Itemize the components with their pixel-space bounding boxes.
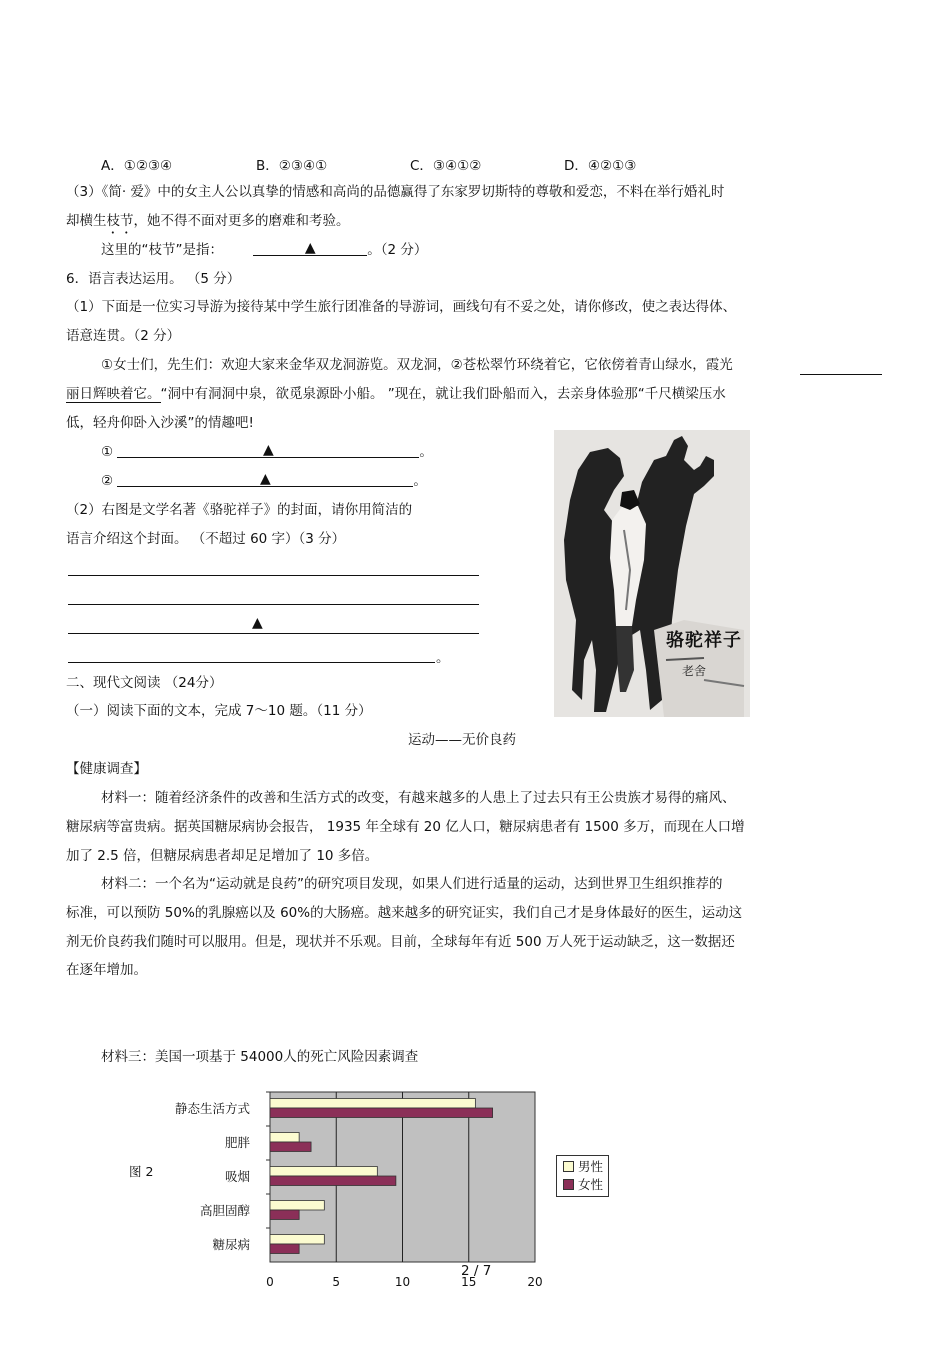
x-tick-label: 5	[332, 1275, 341, 1289]
x-tick-label: 10	[394, 1275, 411, 1289]
cover-title: 骆驼祥子	[666, 630, 742, 651]
x-tick-label: 15	[461, 1275, 477, 1289]
q6-p2-line1: （2）右图是文学名著《骆驼祥子》的封面，请你用简洁的	[66, 502, 413, 518]
material2-line4: 在逐年增加。	[66, 962, 147, 978]
x-tick-label: 0	[266, 1275, 274, 1289]
answer-blank-2[interactable]	[117, 472, 413, 487]
health-survey-tag: 【健康调查】	[66, 761, 147, 777]
section2-title: 二、现代文阅读 （24分）	[66, 675, 223, 691]
q6-title: 6．语言表达运用。 （5 分）	[66, 271, 241, 287]
q3-emphasis-term: 枝节	[106, 213, 134, 229]
category-label: 糖尿病	[212, 1237, 250, 1252]
material2-line2: 标准，可以预防 50%的乳腺癌以及 60%的大肠癌。越来越多的研究证实，我们自己才是身体最好的医生，运动这	[66, 905, 743, 921]
guide-line2-rest: “洞中有洞洞中泉，欲觅泉源卧小船。 ”现在，就让我们卧船而入，去亲身体验那“千尺横梁压水	[160, 386, 726, 402]
category-label: 静态生活方式	[174, 1101, 250, 1116]
camel-silhouette-illustration	[554, 430, 750, 717]
q6-p1-line1: （1）下面是一位实习导游为接待某中学生旅行团准备的导游词，画线句有不妥之处，请你修改，使之表达得体、	[66, 299, 737, 315]
bar-female	[270, 1142, 311, 1152]
x-tick-label: 20	[527, 1275, 543, 1289]
answer-triangle-icon: ▲	[260, 471, 271, 487]
q3-suffix: 。（2 分）	[367, 242, 428, 258]
answer-triangle-icon: ▲	[263, 442, 274, 458]
bar-male	[270, 1167, 377, 1177]
bar-male	[270, 1201, 324, 1211]
q3-line2-c: ，她不得不面对更多的磨难和考验。	[133, 213, 350, 229]
material1-line2: 糖尿病等富贵病。据英国糖尿病协会报告， 1935 年全球有 20 亿人口，糖尿病患者有 1500 多万，而现在人口增	[66, 819, 745, 835]
bar-male	[270, 1099, 475, 1109]
chart-legend	[556, 1155, 609, 1197]
legend-item-male	[563, 1159, 603, 1175]
end-mark-1: 。	[419, 444, 433, 460]
material1-line3: 加了 2.5 倍，但糖尿病患者却足足增加了 10 多倍。	[66, 848, 379, 864]
legend-label-female: 女性	[578, 1177, 604, 1192]
answer-label-2: ②	[101, 473, 114, 489]
bar-male	[270, 1235, 324, 1245]
legend-label-male: 男性	[578, 1159, 604, 1174]
answer-triangle-icon: ▲	[252, 615, 263, 631]
end-mark-3: 。	[436, 650, 450, 666]
q3-line2	[66, 212, 350, 237]
category-label: 高胆固醇	[199, 1203, 250, 1218]
material3-caption: 材料三：美国一项基于 54000人的死亡风险因素调查	[101, 1049, 419, 1065]
bar-female	[270, 1244, 299, 1254]
answer-triangle-icon: ▲	[304, 240, 316, 256]
legend-swatch-male	[563, 1161, 574, 1172]
material2-line3: 剂无价良药我们随时可以服用。但是，现状并不乐观。目前，全球每年有近 500 万人死于运动缺乏，这一数据还	[66, 934, 735, 950]
material2-line1: 材料二：一个名为“运动就是良药”的研究项目发现，如果人们进行适量的运动，达到世界卫生组织推荐的	[101, 876, 723, 892]
writing-line-3[interactable]	[68, 633, 479, 634]
q3-prompt: 这里的“枝节”是指：	[101, 242, 223, 258]
underline-extension	[800, 374, 882, 375]
answer-row-1	[101, 443, 433, 461]
guide-underlined-sentence: 丽日辉映着它。	[66, 386, 161, 402]
bar-female	[270, 1210, 299, 1220]
option-c: C．③④①②	[410, 158, 482, 174]
page-number: 2 / 7	[461, 1263, 492, 1279]
q6-p1-line2: 语意连贯。（2 分）	[66, 328, 181, 344]
section2-sub: （一）阅读下面的文本，完成 7～10 题。（11 分）	[66, 703, 372, 719]
q3-answer-blank[interactable]	[253, 241, 367, 256]
category-label: 肥胖	[224, 1135, 250, 1150]
article-title: 运动——无价良药	[408, 732, 516, 748]
book-cover-image	[554, 430, 750, 717]
q3-prompt-line	[101, 241, 427, 259]
bar-male	[270, 1133, 299, 1143]
bar-female	[270, 1108, 493, 1118]
option-d: D．④②①③	[564, 158, 637, 174]
q6-p2-line2: 语言介绍这个封面。 （不超过 60 字）（3 分）	[66, 531, 346, 547]
option-b: B．②③④①	[256, 158, 328, 174]
guide-line1: ①女士们，先生们：欢迎大家来金华双龙洞游览。双龙洞，②苍松翠竹环绕着它，它依傍着青山绿水，霞光	[101, 357, 733, 373]
option-a: A．①②③④	[101, 158, 173, 174]
guide-line3: 低，轻舟仰卧入沙溪”的情趣吧!	[66, 415, 254, 431]
end-mark-2: 。	[413, 473, 427, 489]
guide-line2	[66, 385, 726, 403]
answer-label-1: ①	[101, 444, 114, 460]
q3-line1: （3）《简· 爱》中的女主人公以真挚的情感和高尚的品德赢得了东家罗切斯特的尊敬和爱恋，不料在举行婚礼时	[66, 184, 725, 200]
writing-line-1[interactable]	[68, 575, 479, 576]
material1-line1: 材料一：随着经济条件的改善和生活方式的改变，有越来越多的人患上了过去只有王公贵族才易得的痛风、	[101, 790, 736, 806]
bar-female	[270, 1176, 396, 1186]
cover-author: 老舍	[682, 664, 707, 678]
figure-label: 图 2	[129, 1164, 154, 1179]
answer-blank-1[interactable]	[117, 443, 419, 458]
category-label: 吸烟	[224, 1169, 250, 1184]
answer-row-2	[101, 472, 427, 490]
writing-line-4[interactable]	[68, 662, 435, 663]
legend-item-female	[563, 1177, 603, 1193]
writing-line-2[interactable]	[68, 604, 479, 605]
q3-line2-a: 却横生	[66, 213, 107, 229]
legend-swatch-female	[563, 1179, 574, 1190]
